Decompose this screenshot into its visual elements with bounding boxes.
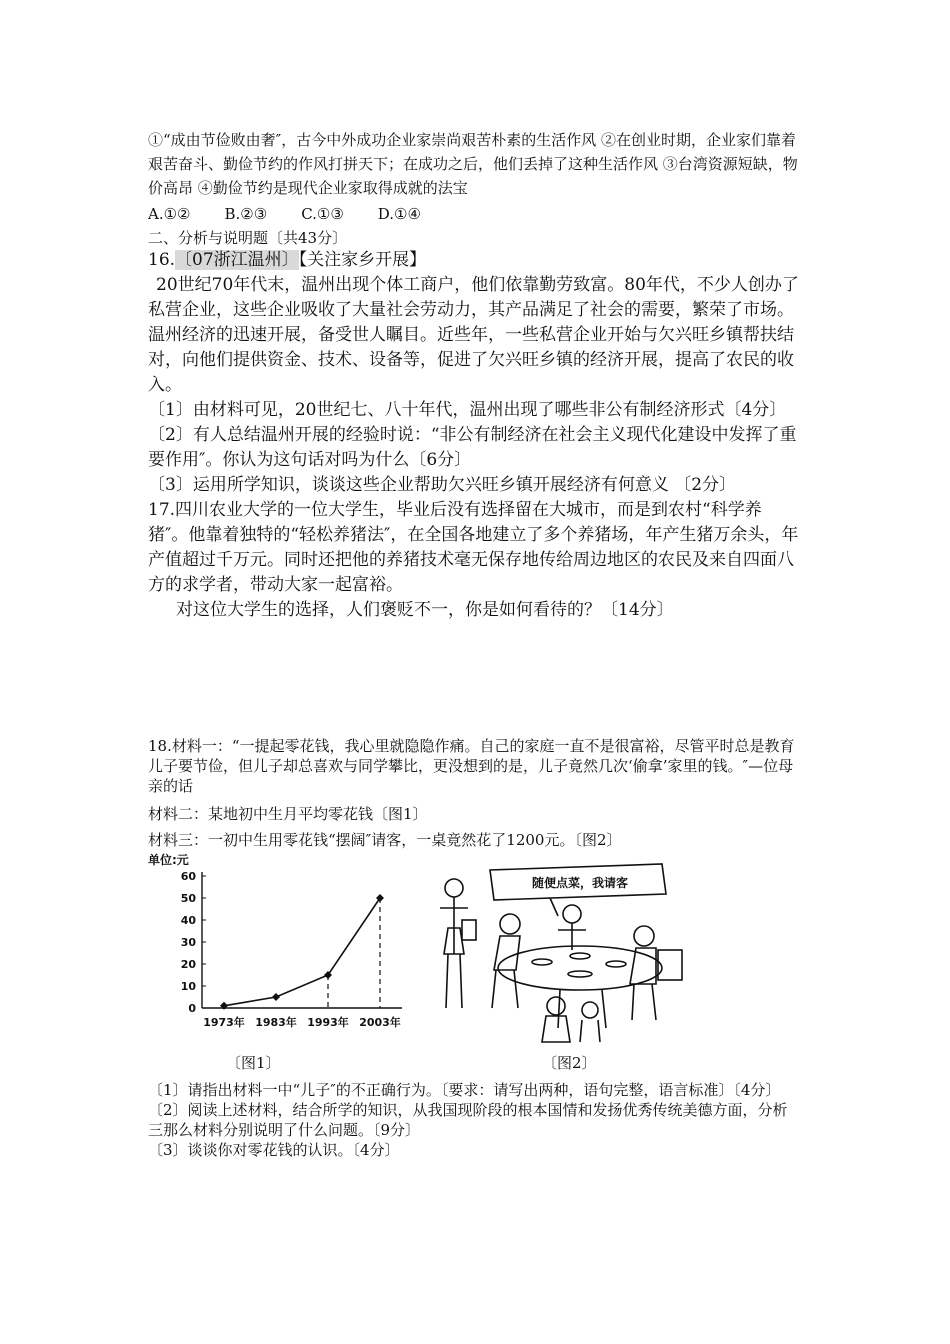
q18-material-1: 18.材料一：“一提起零花钱，我心里就隐隐作痛。自己的家庭一直不是很富裕，尽管平时总是教育儿子要节俭，但儿子却总喜欢与同学攀比，更没想到的是，儿子竟然几次‘偷拿’家里的钱。″—位母亲的话 (148, 737, 795, 795)
q17-material: 17.四川农业大学的一位大学生，毕业后没有选择留在大城市，而是到农村“科学养猪″。他靠着独特的“轻松养猪法″，在全国各地建立了多个养猪场，年产生猪万余头，年产值超过千万元。同时还把他的养猪技术毫无保存地传给周边地区的农民及来自四面八方的求学者，带动大家一起富裕。 (148, 500, 799, 595)
series-line (224, 898, 380, 1006)
q18-material-2: 材料二：某地初中生月平均零花钱〔图1〕 (148, 805, 428, 823)
y-tick-label: 50 (180, 892, 196, 905)
x-tick-label: 2003年 (359, 1016, 401, 1029)
cartoon-caption: 随便点菜，我请客 (531, 876, 629, 890)
q15-block (148, 128, 800, 226)
q16-question-3: 〔3〕运用所学知识，谈谈这些企业帮助欠兴旺乡镇开展经济有何意义 〔2分〕 (148, 475, 737, 495)
q18-question-2: 〔2〕阅读上述材料，结合所学的知识，从我国现阶段的根本国情和发扬优秀传统美德方面，分析三那么材料分别说明了什么问题。〔9分〕 (148, 1101, 788, 1139)
option-d: D.①④ (377, 205, 421, 223)
q16-material: 20世纪70年代末，温州出现个体工商户，他们依靠勤劳致富。80年代，不少人创办了私营企业，这些企业吸收了大量社会劳动力，其产品满足了社会的需要，繁荣了市场。温州经济的迅速开展，备受世人瞩目。近些年，一些私营企业开始与欠兴旺乡镇帮扶结对，向他们提供资金、技术、设备等，促进了欠兴旺乡镇的经济开展，提高了农民的收入。 (148, 275, 799, 395)
waitress-figure (445, 879, 463, 897)
option-b: B.②③ (224, 205, 268, 223)
y-tick-label: 20 (180, 958, 196, 971)
x-tick-label: 1983年 (255, 1016, 297, 1029)
x-tick-label: 1973年 (203, 1016, 245, 1029)
fig2-caption: 〔图2〕 (542, 1054, 597, 1072)
y-tick-label: 10 (180, 980, 196, 993)
diner-front-2 (582, 1002, 598, 1018)
q16-heading (148, 248, 800, 273)
q18-question-1: 〔1〕请指出材料一中“儿子″的不正确行为。〔要求：请写出两种，语句完整，语言标准〕〔4分〕 (148, 1081, 781, 1099)
option-c: C.①③ (301, 205, 344, 223)
option-a: A.①② (148, 205, 191, 223)
q18-question-3: 〔3〕谈谈你对零花钱的认识。〔4分〕 (148, 1141, 400, 1159)
fig1-caption: 〔图1〕 (226, 1054, 281, 1072)
host-boy-figure (563, 905, 581, 923)
q16-topic: 【关注家乡开展】 (298, 250, 427, 270)
data-point (272, 993, 280, 1001)
q16-question-2: 〔2〕有人总结温州开展的经验时说：“非公有制经济在社会主义现代化建设中发挥了重要作用″。你认为这句话对吗为什么〔6分〕 (148, 425, 797, 470)
q15-statements: ①“成由节俭败由奢″，古今中外成功企业家崇尚艰苦朴素的生活作风 ②在创业时期，企业家们靠着艰苦奋斗、勤俭节约的作风打拼天下；在成功之后，他们丢掉了这种生活作风 ③台湾资源短缺，物价高昂 ④勤俭节约是现代企业家取得成就的法宝 (148, 131, 798, 197)
chart-unit-label: 单位:元 (148, 853, 189, 867)
q17-question: 对这位大学生的选择，人们褒贬不一，你是如何看待的？〔14分〕 (176, 600, 674, 620)
diner-right (634, 926, 654, 946)
y-tick-label: 0 (188, 1002, 196, 1015)
y-tick-label: 40 (180, 914, 196, 927)
q18-materials (148, 736, 800, 852)
fig1-chart (148, 850, 418, 1040)
q16-block (148, 248, 800, 623)
y-tick-label: 60 (180, 870, 196, 883)
q16-question-1: 〔1〕由材料可见，20世纪七、八十年代，温州出现了哪些非公有制经济形式〔4分〕 (148, 400, 787, 420)
q15-options (148, 202, 800, 226)
diner-left (500, 914, 520, 934)
q16-source: 〔07浙江温州〕 (175, 250, 299, 270)
x-tick-label: 1993年 (307, 1016, 349, 1029)
q18-questions (148, 1080, 800, 1160)
diner-front-1 (547, 997, 565, 1015)
section-title: 二、分析与说明题〔共43分〕 (148, 229, 348, 247)
fig2-cartoon (430, 858, 692, 1046)
q18-material-3: 材料三：一初中生用零花钱“摆阔″请客，一桌竟然花了1200元。〔图2〕 (148, 831, 622, 849)
y-tick-label: 30 (180, 936, 196, 949)
q16-number: 16. (148, 250, 176, 270)
